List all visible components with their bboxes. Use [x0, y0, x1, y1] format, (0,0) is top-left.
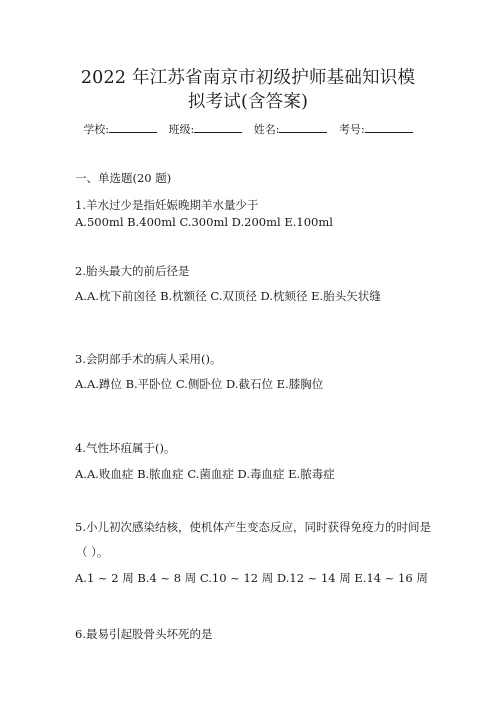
name-blank — [279, 121, 327, 133]
question-4-options: A.A.败血症 B.脓血症 C.菌血症 D.毒血症 E.脓毒症 — [75, 467, 335, 481]
class-label: 班级: — [168, 123, 195, 136]
question-5-stem-line-1: 5.小儿初次感染结核，使机体产生变态反应，同时获得免疫力的时间是 — [75, 520, 431, 534]
name-label: 姓名: — [253, 123, 280, 136]
document-title-line-2: 拟考试(含答案) — [187, 92, 309, 112]
school-blank — [109, 121, 157, 133]
question-1-stem: 1.羊水过少是指妊娠晚期羊水量少于 — [75, 198, 259, 212]
section-heading: 一、单选题(20 题) — [75, 171, 172, 185]
document-title-line-1: 2022 年江苏省南京市初级护师基础知识模 — [80, 68, 416, 88]
exam-number-blank — [365, 121, 413, 133]
question-5-stem-line-2: （ ）。 — [76, 545, 109, 559]
student-info-row — [0, 121, 496, 138]
question-6-stem: 6.最易引起股骨头坏死的是 — [75, 627, 213, 641]
exam-number-label: 考号: — [338, 123, 365, 136]
question-5-options: A.1 ~ 2 周 B.4 ~ 8 周 C.10 ~ 12 周 D.12 ~ 14 周 E.14 ~ 16 周 — [75, 571, 428, 585]
school-label: 学校: — [83, 123, 110, 136]
question-2-stem: 2.胎头最大的前后径是 — [75, 264, 190, 278]
question-3-stem: 3.会阴部手术的病人采用()。 — [75, 352, 222, 366]
question-2-options: A.A.枕下前囟径 B.枕额径 C.双顶径 D.枕颏径 E.胎头矢状缝 — [75, 289, 381, 303]
question-3-options: A.A.蹲位 B.平卧位 C.侧卧位 D.截石位 E.膝胸位 — [75, 377, 324, 391]
class-blank — [194, 121, 242, 133]
question-1-options: A.500ml B.400ml C.300ml D.200ml E.100ml — [75, 215, 333, 229]
question-4-stem: 4.气性坏疽属于()。 — [75, 441, 176, 455]
